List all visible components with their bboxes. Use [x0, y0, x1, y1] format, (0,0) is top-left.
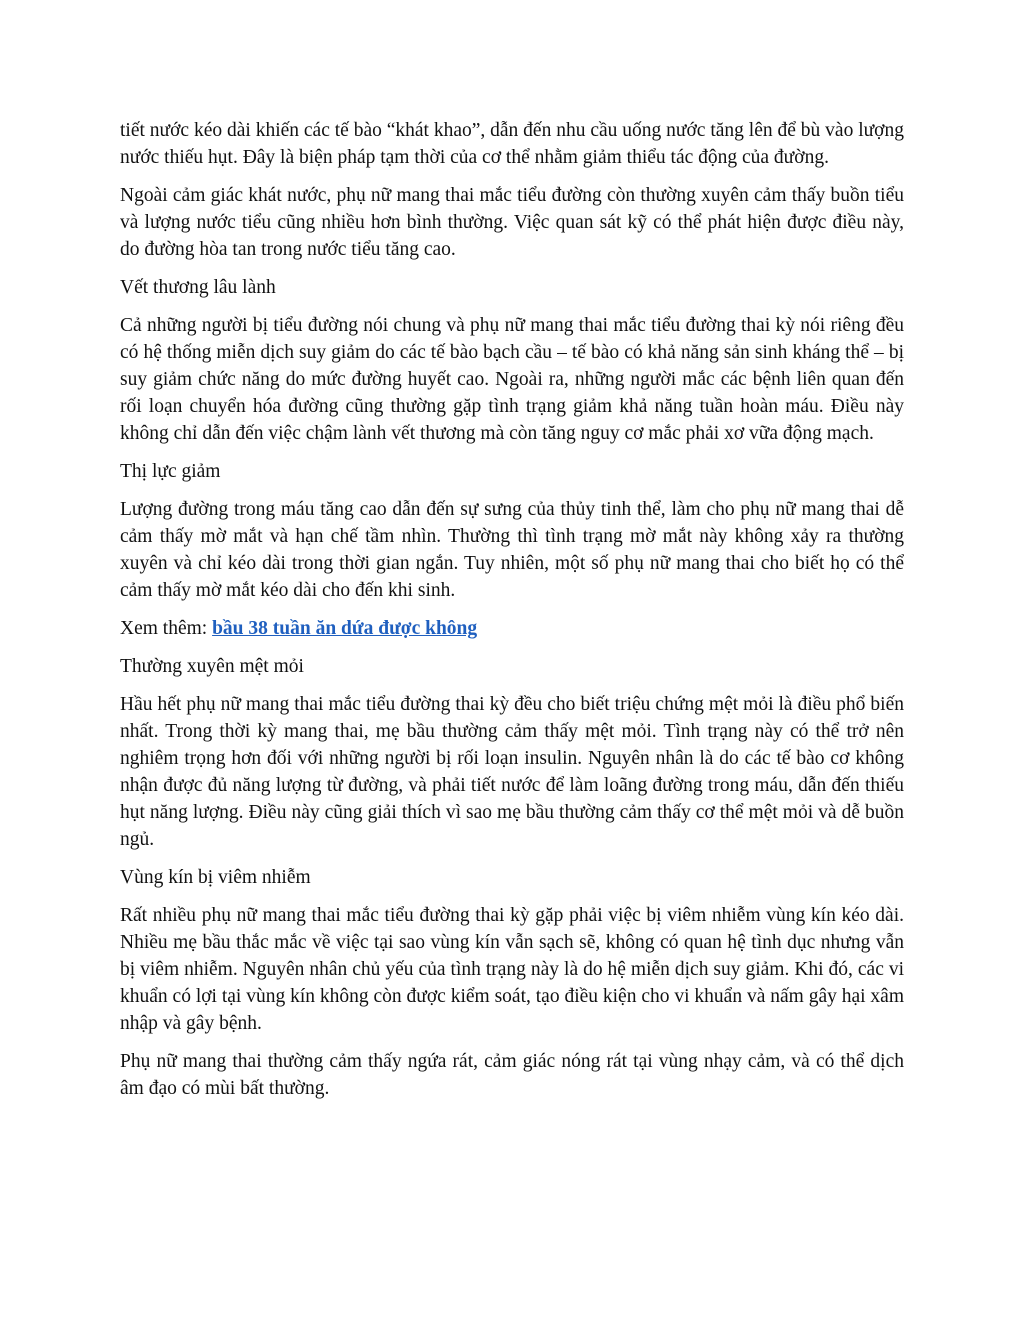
paragraph-frequent-urination: Ngoài cảm giác khát nước, phụ nữ mang thai mắc tiểu đường còn thường xuyên cảm thấy buồn tiểu và lượng nước tiểu cũng nhiều hơn bình thường. Việc quan sát kỹ có thể phát hiện được điều này, do đường hòa tan trong nước tiểu tăng cao. [120, 185, 904, 260]
heading-infection: Vùng kín bị viêm nhiễm [120, 867, 311, 888]
heading-vision: Thị lực giảm [120, 461, 221, 482]
see-also-link[interactable]: bầu 38 tuần ăn dứa được không [212, 618, 478, 639]
paragraph-slow-healing: Cả những người bị tiểu đường nói chung và phụ nữ mang thai mắc tiểu đường thai kỳ nói riêng đều có hệ thống miễn dịch suy giảm do các tế bào bạch cầu – tế bào có khả năng sản sinh kháng thể – bị suy giảm chức năng do mức đường huyết cao. Ngoài ra, những người mắc các bệnh liên quan đến rối loạn chuyển hóa đường cũng thường gặp tình trạng giảm khả năng tuần hoàn máu. Điều này không chỉ dẫn đến việc chậm lành vết thương mà còn tăng nguy cơ mắc phải xơ vữa động mạch. [120, 315, 904, 444]
heading-fatigue: Thường xuyên mệt mỏi [120, 656, 304, 677]
paragraph-fatigue: Hầu hết phụ nữ mang thai mắc tiểu đường thai kỳ đều cho biết triệu chứng mệt mỏi là điều phổ biến nhất. Trong thời kỳ mang thai, mẹ bầu thường cảm thấy mệt mỏi. Tình trạng này có thể trở nên nghiêm trọng hơn đối với những người bị rối loạn insulin. Nguyên nhân là do các tế bào cơ không nhận được đủ năng lượng từ đường, và phải tiết nước để làm loãng đường trong máu, dẫn đến thiếu hụt năng lượng. Điều này cũng giải thích vì sao mẹ bầu thường cảm thấy cơ thể mệt mỏi và dễ buồn ngủ. [120, 694, 904, 850]
document-page [120, 117, 904, 1113]
paragraph-vision: Lượng đường trong máu tăng cao dẫn đến sự sưng của thủy tinh thể, làm cho phụ nữ mang thai dễ cảm thấy mờ mắt và hạn chế tầm nhìn. Thường thì tình trạng mờ mắt này không xảy ra thường xuyên và chỉ kéo dài trong thời gian ngắn. Tuy nhiên, một số phụ nữ mang thai cho biết họ có thể cảm thấy mờ mắt kéo dài cho đến khi sinh. [120, 499, 904, 601]
paragraph-thirst-continued: tiết nước kéo dài khiến các tế bào “khát khao”, dẫn đến nhu cầu uống nước tăng lên để bù vào lượng nước thiếu hụt. Đây là biện pháp tạm thời của cơ thể nhằm giảm thiểu tác động của đường. [120, 120, 904, 168]
paragraph-itching: Phụ nữ mang thai thường cảm thấy ngứa rát, cảm giác nóng rát tại vùng nhạy cảm, và có thể dịch âm đạo có mùi bất thường. [120, 1051, 904, 1099]
see-also-line [120, 615, 904, 642]
paragraph-infection: Rất nhiều phụ nữ mang thai mắc tiểu đường thai kỳ gặp phải việc bị viêm nhiễm vùng kín kéo dài. Nhiều mẹ bầu thắc mắc về việc tại sao vùng kín vẫn sạch sẽ, không có quan hệ tình dục nhưng vẫn bị viêm nhiễm. Nguyên nhân chủ yếu của tình trạng này là do hệ miễn dịch suy giảm. Khi đó, các vi khuẩn có lợi tại vùng kín không còn được kiểm soát, tạo điều kiện cho vi khuẩn và nấm gây hại xâm nhập và gây bệnh. [120, 905, 904, 1034]
see-also-prefix: Xem thêm: [120, 618, 213, 639]
heading-slow-healing: Vết thương lâu lành [120, 277, 276, 298]
